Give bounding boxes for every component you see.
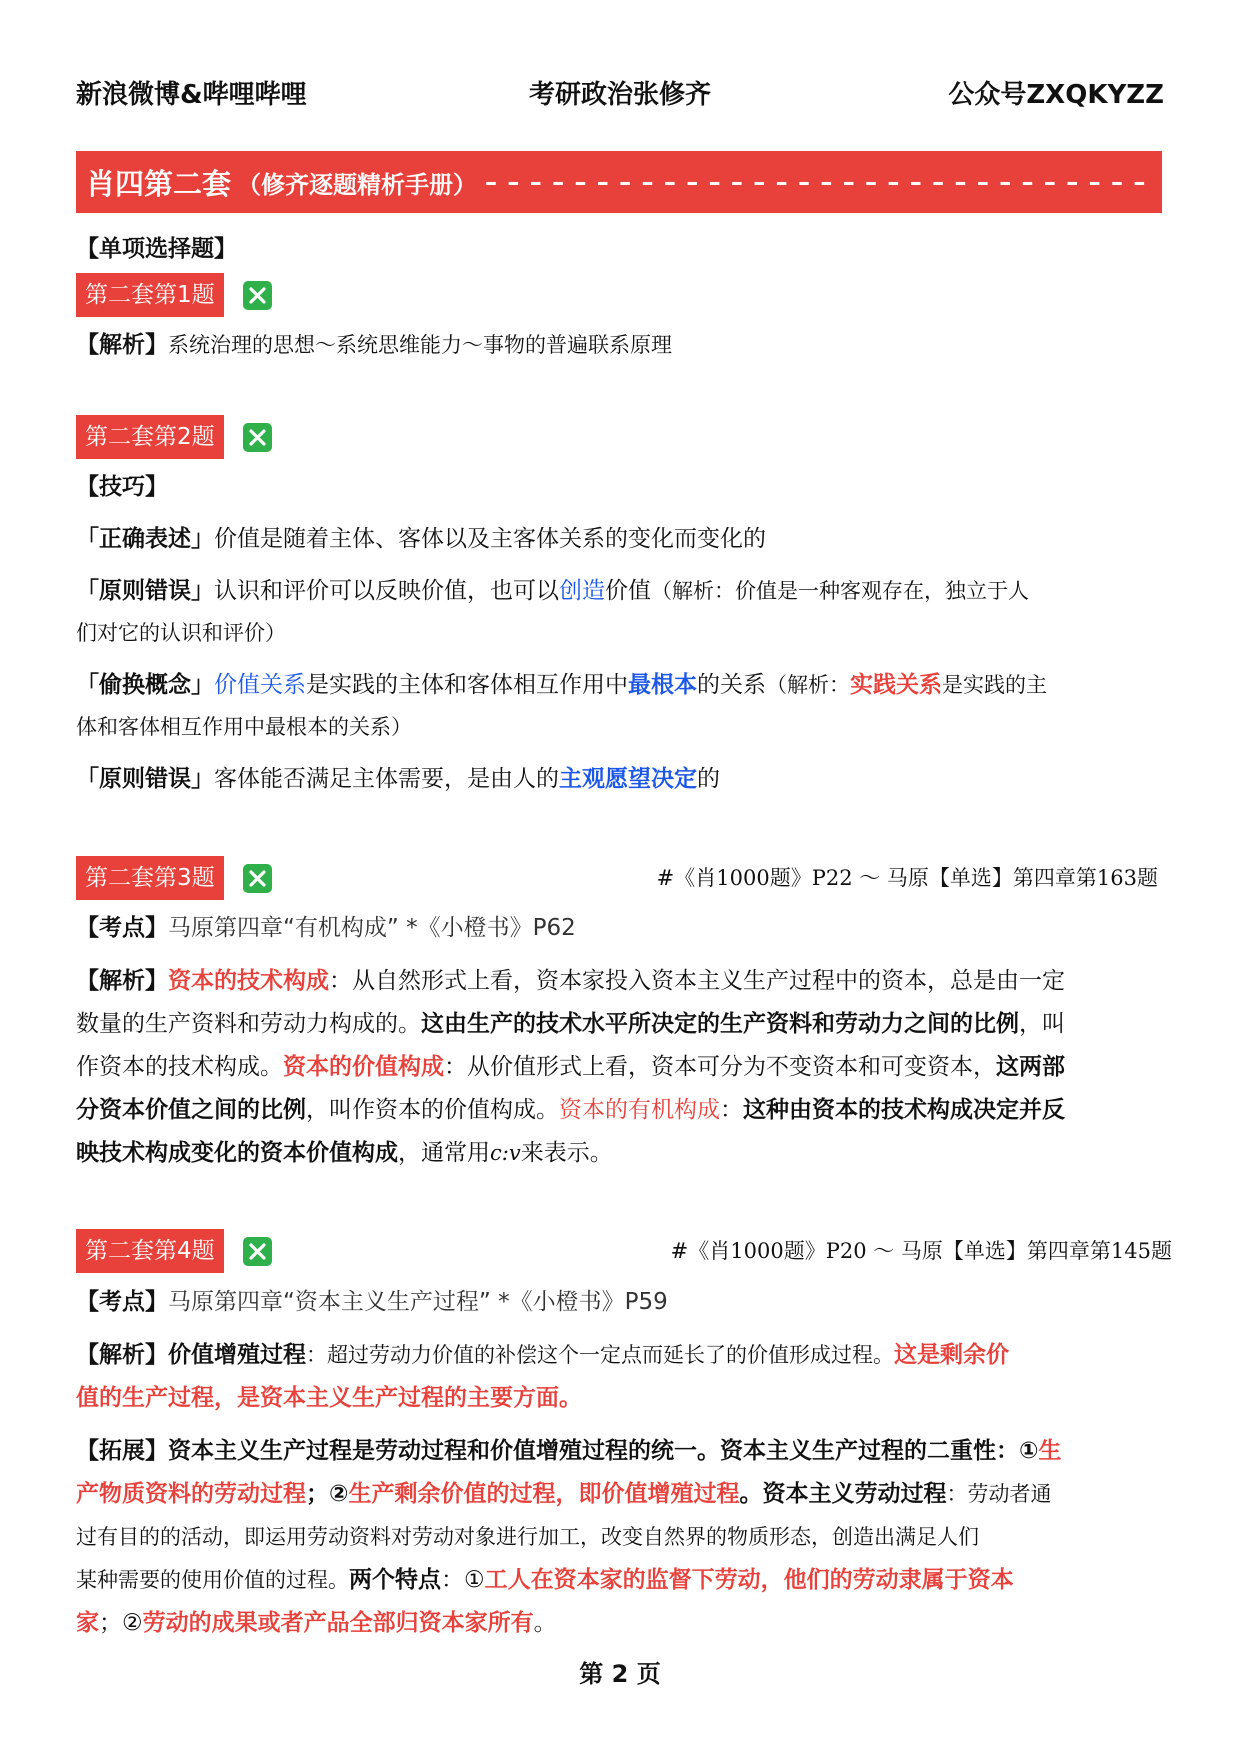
- q3-technical-composition: 资本的技术构成: [168, 968, 329, 994]
- cross-mark-icon: [243, 1237, 272, 1266]
- q4-e5-sep: ；②: [99, 1610, 143, 1636]
- q2-item-3-note-a: （解析：: [766, 673, 850, 697]
- q3-p4-text: ，叫作资本的价值构成。: [306, 1097, 559, 1123]
- q2-item-2-note-b: 们对它的认识和评价）: [76, 621, 286, 645]
- q4-ext-line-1: [76, 1430, 1166, 1473]
- cross-mark-icon: [243, 281, 272, 310]
- q2-item-2: [76, 570, 1166, 613]
- question-tag-2: 第二套第2题: [76, 415, 224, 459]
- q2-item-2-blue: 创造: [559, 578, 605, 604]
- q4-a-red1: 这是剩余价: [894, 1342, 1009, 1368]
- question-tag-1: 第二套第1题: [76, 273, 224, 317]
- q3-analysis-label: 【解析】: [76, 968, 168, 994]
- q4-point-label: 【考点】: [76, 1289, 168, 1315]
- q4-e1-red: 生: [1038, 1438, 1062, 1464]
- header-left: 新浪微博&哔哩哔哩: [76, 80, 307, 110]
- banner-subtitle: （修齐逐题精析手册）: [237, 170, 478, 199]
- q4-ext-line-3: [76, 1516, 1166, 1559]
- q3-value-composition: 资本的价值构成: [283, 1054, 444, 1080]
- q3-p3-text: 作资本的技术构成。: [76, 1054, 283, 1080]
- q3-point-text: 马原第四章“有机构成” *《小橙书》P62: [168, 915, 576, 941]
- section-title: 【单项选择题】: [76, 236, 237, 262]
- q2-item-3-red: 实践关系: [850, 672, 942, 698]
- q4-e2-serif: ：劳动者通: [946, 1482, 1052, 1506]
- q3-organic-composition: 资本的有机构成: [559, 1097, 720, 1123]
- q2-item-3-label: 「偷换概念」: [76, 672, 214, 698]
- q3-reference: #《肖1000题》P22 ～ 马原【单选】第四章第163题: [656, 866, 1158, 890]
- q3-point: [76, 907, 1166, 950]
- q2-item-4-blue: 主观愿望决定: [559, 766, 697, 792]
- q4-ext-line-5: [76, 1602, 1166, 1645]
- q4-a-serif: ：超过劳动力价值的补偿这个一定点而延长了的价值形成过程。: [306, 1343, 894, 1367]
- q2-item-3-note-b: 是实践的主: [942, 673, 1047, 697]
- question-tag-4: 第二套第4题: [76, 1229, 224, 1273]
- q4-e4-serif: 某种需要的使用价值的过程。: [76, 1568, 349, 1592]
- q4-analysis-line-1: [76, 1334, 1166, 1377]
- header-center: 考研政治张修齐: [528, 80, 711, 110]
- q3-analysis-line-5: [76, 1132, 1166, 1175]
- q3-p4-bold2: 这种由资本的技术构成决定并反: [743, 1097, 1065, 1123]
- q4-reference: #《肖1000题》P20 ～ 马原【单选】第四章第145题: [670, 1239, 1172, 1263]
- q3-p4-bold: 分资本价值之间的比例: [76, 1097, 306, 1123]
- q2-item-3-note-c: 体和客体相互作用中最根本的关系）: [76, 715, 412, 739]
- question-tag-3: 第二套第3题: [76, 856, 224, 900]
- q4-point: [76, 1281, 1166, 1324]
- q2-item-4-text-a: 客体能否满足主体需要，是由人的: [214, 766, 559, 792]
- q3-p3-bold: 这两部: [996, 1054, 1065, 1080]
- q2-item-3-blue-b: 最根本: [628, 672, 697, 698]
- q3-p2-text: 数量的生产资料和劳动力构成的。: [76, 1011, 421, 1037]
- q2-item-2-text-b: 价值: [605, 578, 651, 604]
- q3-p4-colon: ：: [720, 1097, 743, 1123]
- q4-e2-bold: 。资本主义劳动过程: [739, 1481, 947, 1507]
- q2-item-3-cont: [76, 706, 1166, 749]
- q2-skill-label: 【技巧】: [76, 474, 168, 500]
- q3-formula: c:v: [490, 1141, 521, 1165]
- q4-ext-line-2: [76, 1473, 1166, 1516]
- title-banner: [76, 151, 1162, 213]
- q2-item-4-text-b: 的: [697, 766, 720, 792]
- q4-e2-sep: ；②: [306, 1481, 349, 1507]
- q2-item-2-text-a: 认识和评价可以反映价值，也可以: [214, 578, 559, 604]
- q4-a-red2: 值的生产过程，是资本主义生产过程的主要方面。: [76, 1385, 582, 1411]
- banner-title: 肖四第二套: [86, 166, 232, 201]
- q4-analysis-line-2: [76, 1377, 1166, 1420]
- q1-analysis-label: 【解析】: [76, 332, 168, 358]
- q4-e5-end: 。: [533, 1610, 557, 1636]
- q2-item-3-text-b: 的关系: [697, 672, 766, 698]
- q4-e3-serif: 过有目的的活动，即运用劳动资料对劳动对象进行加工，改变自然界的物质形态，创造出满足人们: [76, 1525, 979, 1549]
- q2-item-1-text: 价值是随着主体、客体以及主客体关系的变化而变化的: [214, 526, 766, 552]
- q2-item-2-cont: [76, 612, 1166, 655]
- q1-analysis-text: 系统治理的思想～系统思维能力～事物的普遍联系原理: [168, 333, 672, 357]
- banner-dashes: – – – – – – – – – – – – – – – – – – – – – – – – – – – – – –: [485, 168, 1147, 196]
- q2-item-1-label: 「正确表述」: [76, 526, 214, 552]
- q2-item-4: [76, 758, 1166, 801]
- q4-e2-red: 产物质资料的劳动过程: [76, 1481, 306, 1507]
- q3-p3-mid: ：从价值形式上看，资本可分为不变资本和可变资本，: [444, 1054, 996, 1080]
- q4-analysis-label: 【解析】: [76, 1342, 168, 1368]
- q4-point-text: 马原第四章“资本主义生产过程” *《小橙书》P59: [168, 1289, 668, 1315]
- q4-e5-red: 家: [76, 1610, 99, 1636]
- header-right: 公众号ZXQKYZZ: [948, 80, 1164, 110]
- q3-point-label: 【考点】: [76, 915, 168, 941]
- q3-p1-text: ：从自然形式上看，资本家投入资本主义生产过程中的资本，总是由一定: [329, 968, 1065, 994]
- q2-item-3: [76, 664, 1166, 707]
- q3-p2-bold: 这由生产的技术水平所决定的生产资料和劳动力之间的比例: [421, 1011, 1019, 1037]
- q1-analysis: [76, 324, 1166, 367]
- q2-item-1: [76, 518, 1166, 561]
- q4-e4-red: 工人在资本家的监督下劳动，他们的劳动隶属于资本: [484, 1567, 1014, 1593]
- cross-mark-icon: [243, 423, 272, 452]
- page-number: 第 2 页: [579, 1660, 661, 1688]
- q2-item-4-label: 「原则错误」: [76, 766, 214, 792]
- cross-mark-icon: [243, 864, 272, 893]
- q3-analysis-line-2: [76, 1003, 1166, 1046]
- q3-p5-tail: 来表示。: [520, 1140, 613, 1166]
- q3-p5-bold: 映技术构成变化的资本价值构成: [76, 1140, 398, 1166]
- q3-p5-text: ，通常用: [398, 1140, 490, 1166]
- q4-a-bold: 价值增殖过程: [168, 1342, 306, 1368]
- q4-e5-red2: 劳动的成果或者产品全部归资本家所有: [142, 1610, 534, 1636]
- q4-ext-line-4: [76, 1559, 1166, 1602]
- q4-e2-red2: 生产剩余价值的过程，即价值增殖过程: [348, 1481, 740, 1507]
- q2-item-2-label: 「原则错误」: [76, 578, 214, 604]
- q4-e4-colon: ：①: [441, 1567, 485, 1593]
- q3-p2-tail: ，叫: [1019, 1011, 1065, 1037]
- q4-e4-bold: 两个特点: [349, 1567, 441, 1593]
- q2-item-3-blue-a: 价值关系: [214, 672, 306, 698]
- q4-e1-bold: 资本主义生产过程是劳动过程和价值增殖过程的统一。资本主义生产过程的二重性：①: [168, 1438, 1039, 1464]
- q3-analysis-line-1: [76, 960, 1166, 1003]
- q2-item-2-note-a: （解析：价值是一种客观存在，独立于人: [651, 579, 1029, 603]
- q2-item-3-text-a: 是实践的主体和客体相互作用中: [306, 672, 628, 698]
- q3-analysis-line-3: [76, 1046, 1166, 1089]
- q4-ext-label: 【拓展】: [76, 1438, 168, 1464]
- q3-analysis-line-4: [76, 1089, 1166, 1132]
